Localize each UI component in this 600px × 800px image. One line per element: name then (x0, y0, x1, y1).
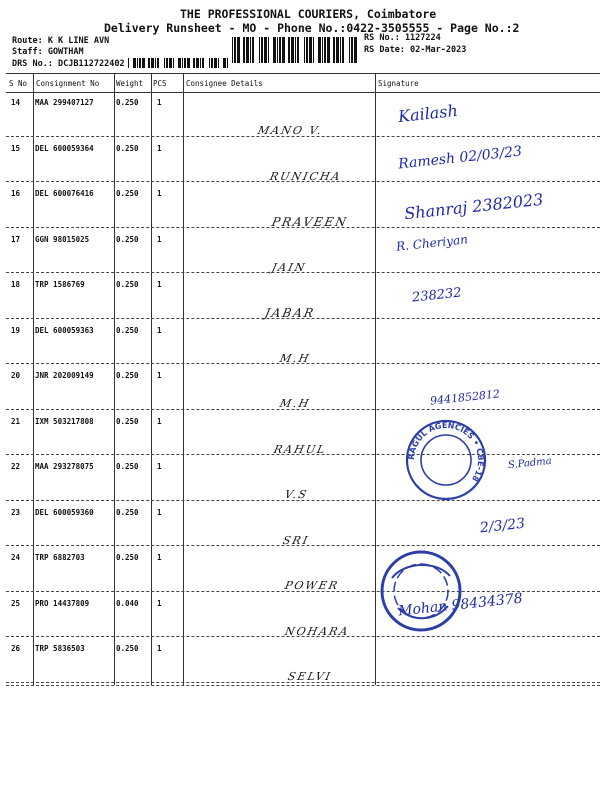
barcode-bar (354, 37, 357, 63)
barcode-bar (139, 58, 141, 68)
barcode-bar (187, 58, 190, 68)
barcode-bar (128, 58, 129, 68)
row-pcs: 1 (157, 598, 162, 608)
row-consignment-no: MAA 293278075 (35, 462, 94, 471)
col-divider (151, 73, 152, 685)
barcode-bar (349, 37, 350, 63)
barcode-bar (340, 37, 341, 63)
row-pcs: 1 (157, 234, 162, 244)
row-signature: 9441852812 (429, 387, 501, 408)
row-pcs: 1 (157, 280, 162, 289)
route-label: Route: K K LINE AVN (12, 36, 110, 46)
row-consignment-no: PRO 14437809 (35, 598, 90, 608)
row-signature: Ramesh 02/03/23 (397, 143, 523, 172)
barcode-bar (243, 37, 245, 63)
barcode-bar (223, 58, 226, 68)
row-sno: 25 (11, 598, 21, 608)
barcode-bar (227, 58, 228, 68)
col-header-consignment: Consignment No (36, 79, 100, 88)
row-separator (6, 227, 600, 228)
row-signature: 2/3/23 (479, 515, 526, 536)
barcode-bar (295, 37, 296, 63)
row-weight: 0.040 (116, 598, 139, 608)
barcode-bar (279, 37, 281, 63)
row-weight: 0.250 (116, 280, 139, 289)
barcode-bar (313, 37, 314, 63)
barcode-bar (214, 58, 217, 68)
row-consignee-name: NOHARA (283, 624, 351, 638)
row-consignee-name: SRI (281, 533, 311, 547)
staff-label: Staff: GOWTHAM (12, 47, 84, 57)
row-consignment-no: DEL 600059364 (35, 143, 94, 153)
table-top-rule (6, 73, 600, 74)
barcode-bar (155, 58, 156, 68)
barcode-bar (318, 37, 321, 63)
barcode-bar (157, 58, 159, 68)
header-bottom-rule (6, 92, 600, 93)
row-sno: 19 (11, 325, 21, 335)
row-signature: Mohan 98434378 (397, 590, 524, 619)
barcode-bar (173, 58, 174, 68)
row-weight: 0.250 (116, 189, 139, 198)
row-sno: 26 (11, 644, 21, 653)
row-consignment-no: TRP 6882703 (35, 553, 85, 562)
row-separator (6, 318, 600, 319)
row-weight: 0.250 (116, 416, 139, 426)
col-header-weight: Weight (116, 79, 144, 88)
row-consignee-name: JAIN (270, 260, 308, 274)
row-pcs: 1 (157, 416, 162, 426)
barcode-bar (324, 37, 326, 63)
row-separator (6, 363, 600, 364)
row-sno: 18 (11, 280, 21, 289)
barcode-bar (148, 58, 150, 68)
barcode-bar (164, 58, 165, 68)
row-separator (6, 181, 600, 182)
row-consignee-name: PRAVEEN (270, 215, 350, 229)
row-consignee-name: POWER (283, 579, 341, 592)
row-weight: 0.250 (116, 98, 139, 107)
stamp-text: RAGUL AGENCIES • CBE-18 (406, 420, 486, 484)
col-header-sno: S No (9, 79, 28, 88)
row-sno: 15 (11, 143, 21, 153)
row-weight: 0.250 (116, 325, 139, 335)
barcode-bar (178, 58, 181, 68)
row-pcs: 1 (157, 143, 162, 153)
row-pcs: 1 (157, 189, 162, 198)
row-separator (6, 409, 600, 410)
barcode-bar (327, 37, 330, 63)
row-signature: R. Cheriyan (395, 231, 469, 254)
barcode-bar (288, 37, 290, 63)
runsheet-subtitle: Delivery Runsheet - MO - Phone No.:0422-3505555 - Page No.:2 (104, 21, 520, 35)
row-consignee-name: MANO V. (256, 124, 325, 137)
col-divider (375, 73, 376, 685)
barcode-bar (250, 37, 251, 63)
row-pcs: 1 (157, 553, 162, 562)
row-consignment-no: GGN 98015025 (35, 234, 90, 244)
barcode-bar (196, 58, 199, 68)
svg-text:RAGUL AGENCIES • CBE-18 (407, 421, 485, 484)
row-weight: 0.250 (116, 143, 139, 153)
barcode-bar (351, 37, 353, 63)
barcode-bar (211, 58, 213, 68)
barcode-bar (234, 37, 236, 63)
row-separator (6, 454, 600, 455)
barcode-bar (209, 58, 210, 68)
barcode-bar (133, 58, 136, 68)
row-pcs: 1 (157, 462, 162, 471)
row-consignment-no: DEL 600059363 (35, 325, 94, 335)
col-divider (114, 73, 115, 685)
row-consignee-name: V.S (283, 488, 310, 501)
row-sno: 22 (11, 462, 21, 471)
row-consignee-name: M.H (278, 397, 312, 410)
row-consignment-no: TRP 5836503 (35, 644, 85, 653)
row-consignment-no: MAA 299407127 (35, 98, 94, 107)
row-consignee-name: SELVI (286, 670, 334, 683)
barcode-bar (268, 37, 269, 63)
barcode-bar (273, 37, 276, 63)
row-consignment-no: IXM 503217808 (35, 416, 94, 426)
table-bottom-rule (6, 685, 600, 686)
row-consignee-name: RAHUL (272, 442, 328, 456)
barcode-bar (184, 58, 186, 68)
row-separator (6, 636, 600, 637)
row-consignee-name: JABAR (263, 306, 317, 320)
barcode-bar (277, 37, 278, 63)
row-weight: 0.250 (116, 507, 139, 517)
row-sno: 23 (11, 507, 21, 517)
barcode-bar (142, 58, 145, 68)
row-pcs: 1 (157, 371, 162, 380)
barcode-bar (336, 37, 339, 63)
row-weight: 0.250 (116, 553, 139, 562)
row-sno: 17 (11, 234, 21, 244)
row-signature: Kailash (397, 100, 459, 127)
row-separator (6, 272, 600, 273)
row-separator (6, 545, 600, 546)
barcode-bar (309, 37, 312, 63)
barcode-bar (232, 37, 233, 63)
row-weight: 0.250 (116, 371, 139, 380)
barcode-bar (246, 37, 249, 63)
row-sno: 21 (11, 416, 21, 426)
barcode-bar (193, 58, 195, 68)
col-header-pcs: PCS (153, 79, 167, 88)
barcode-bar (282, 37, 285, 63)
rs-number: RS No.: 1127224 (364, 33, 441, 43)
col-header-consignee: Consignee Details (186, 79, 263, 88)
col-divider (33, 73, 34, 685)
row-signature: S.Padma (507, 455, 553, 472)
row-sno: 14 (11, 98, 21, 107)
row-consignee-name: M.H (278, 351, 312, 365)
row-pcs: 1 (157, 98, 162, 107)
row-separator (6, 136, 600, 137)
row-pcs: 1 (157, 325, 162, 335)
row-consignment-no: TRP 1586769 (35, 280, 85, 289)
row-consignment-no: DEL 600059360 (35, 507, 94, 517)
row-signature: Shanraj 2382023 (403, 189, 545, 224)
barcode-bar (151, 58, 154, 68)
barcode-bar (200, 58, 201, 68)
row-sno: 16 (11, 189, 21, 198)
barcode-bar (252, 37, 254, 63)
barcode-bar (304, 37, 305, 63)
row-consignment-no: DEL 600076416 (35, 189, 94, 198)
barcode-bar (202, 58, 204, 68)
barcode-bar (137, 58, 138, 68)
barcode-bar (259, 37, 260, 63)
barcode-bar (322, 37, 323, 63)
row-pcs: 1 (157, 507, 162, 517)
row-signature: 238232 (411, 285, 463, 306)
company-title: THE PROFESSIONAL COURIERS, Coimbatore (180, 7, 437, 21)
row-consignment-no: JNR 202009149 (35, 371, 94, 380)
drs-number: DRS No.: DCJB112722402 (12, 59, 125, 69)
barcode-bar (166, 58, 168, 68)
row-separator (6, 682, 600, 683)
col-divider (183, 73, 184, 685)
rs-date: RS Date: 02-Mar-2023 (364, 45, 467, 55)
row-consignee-name: RUNICHA (268, 169, 343, 183)
barcode-bar (218, 58, 219, 68)
row-weight: 0.250 (116, 234, 139, 244)
barcode-bar (297, 37, 299, 63)
row-sno: 24 (11, 553, 21, 562)
barcode-bar (264, 37, 267, 63)
barcode-primary (232, 37, 358, 63)
barcode-bar (261, 37, 263, 63)
col-header-signature: Signature (378, 79, 419, 88)
row-weight: 0.250 (116, 644, 139, 653)
agency-stamp (404, 418, 488, 502)
agency-stamp-2 (378, 548, 464, 634)
row-pcs: 1 (157, 644, 162, 653)
row-sno: 20 (11, 371, 21, 380)
barcode-bar (237, 37, 240, 63)
row-separator (6, 500, 600, 501)
barcode-bar (333, 37, 335, 63)
barcode-bar (306, 37, 308, 63)
barcode-bar (342, 37, 344, 63)
barcode-bar (182, 58, 183, 68)
barcode-bar (291, 37, 294, 63)
barcode-bar (169, 58, 172, 68)
row-weight: 0.250 (116, 462, 139, 471)
